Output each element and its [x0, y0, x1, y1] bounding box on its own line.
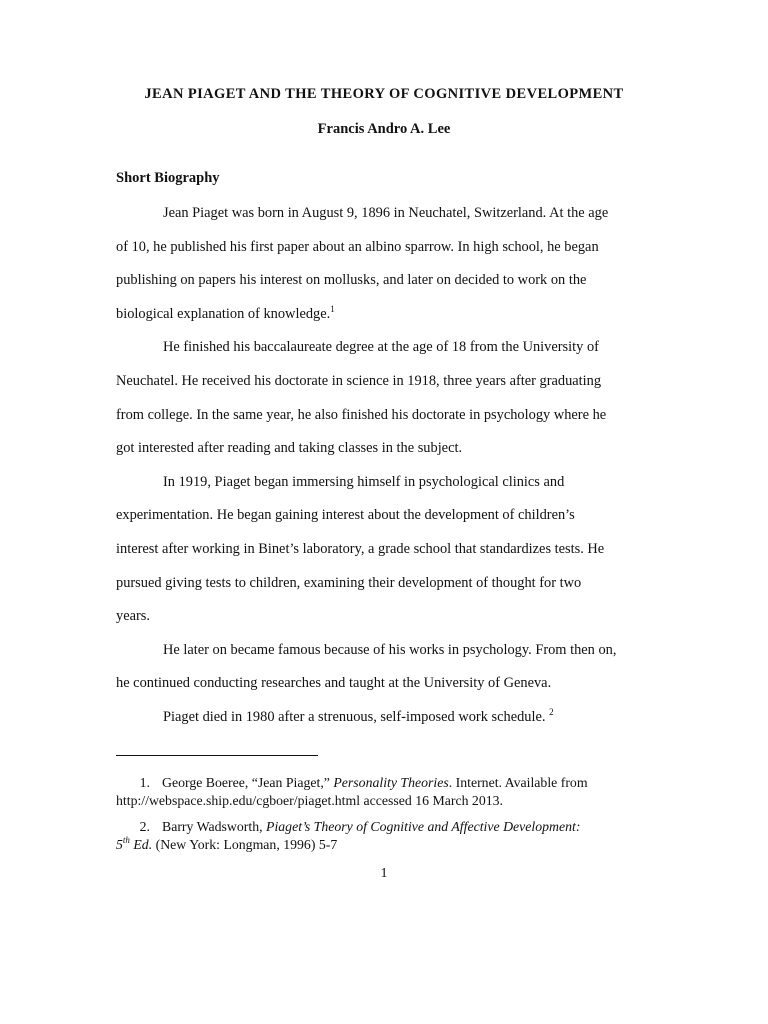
- author-name: Francis Andro A. Lee: [317, 121, 451, 137]
- paragraph-1-line: [116, 298, 653, 332]
- body-text: [116, 197, 653, 735]
- footnote-2-edition: [116, 834, 153, 852]
- document-title: JEAN PIAGET AND THE THEORY OF COGNITIVE DEVELOPMENT: [144, 86, 624, 102]
- page-number: 1: [380, 866, 388, 881]
- footnote-2-edition-number: 5: [116, 836, 123, 852]
- footnote-2-publisher: (New York: Longman, 1996) 5-7: [152, 836, 338, 852]
- section-heading: Short Biography: [116, 170, 220, 186]
- paragraph-2-line: He finished his baccalaureate degree at the age of 18 from the University of: [163, 339, 599, 356]
- paragraph-2-line: got interested after reading and taking classes in the subject.: [116, 440, 463, 457]
- footnote-1-text-end: . Internet. Available from: [448, 775, 588, 790]
- paragraph-4-line: he continued conducting researches and taught at the University of Geneva.: [116, 675, 552, 692]
- footnote-2-text: Barry Wadsworth,: [162, 819, 267, 834]
- paragraph-3-line: years.: [116, 608, 150, 625]
- paragraph-3-line: In 1919, Piaget began immersing himself in psychological clinics and: [163, 473, 565, 490]
- footnotes: [116, 774, 653, 862]
- footnote-2-number: 2.: [139, 819, 150, 834]
- footnote-1-url: http://webspace.ship.edu/cgboer/piaget.html accessed 16 March 2013.: [116, 792, 503, 808]
- paragraph-2-line: from college. In the same year, he also finished his doctorate in psychology where he: [116, 406, 607, 423]
- paragraph-2-line: Neuchatel. He received his doctorate in science in 1918, three years after graduating: [116, 372, 602, 389]
- footnote-2-edition-suffix: th: [122, 834, 130, 845]
- paragraph-1-line: publishing on papers his interest on mollusks, and later on decided to work on the: [116, 272, 587, 289]
- footnote-1-text: George Boeree, “Jean Piaget,”: [162, 775, 334, 790]
- paragraph-5-line: [116, 701, 653, 735]
- footnote-2-edition-label: Ed.: [129, 836, 153, 852]
- paragraph-5-text: Piaget died in 1980 after a strenuous, self-imposed work schedule.: [163, 708, 550, 725]
- footnote-separator: [116, 755, 318, 756]
- paragraph-1-line: of 10, he published his first paper about an albino sparrow. In high school, he began: [116, 238, 599, 255]
- paragraph-4-line: He later on became famous because of his works in psychology. From then on,: [163, 641, 617, 658]
- paragraph-1-text: biological explanation of knowledge.: [116, 305, 331, 322]
- footnote-1-source-title: Personality Theories: [333, 775, 449, 790]
- footnote-2: [116, 818, 653, 853]
- paragraph-1-line: Jean Piaget was born in August 9, 1896 in Neuchatel, Switzerland. At the age: [163, 205, 609, 221]
- paragraph-3-line: pursued giving tests to children, examining their development of thought for two: [116, 574, 582, 591]
- footnote-ref-2[interactable]: 2: [549, 706, 554, 717]
- footnote-1: [116, 774, 653, 809]
- footnote-1-number: 1.: [139, 775, 150, 790]
- footnote-ref-1[interactable]: 1: [330, 303, 335, 314]
- paragraph-3-line: interest after working in Binet’s laboratory, a grade school that standardizes tests. He: [116, 540, 605, 557]
- footnote-2-source-title: Piaget’s Theory of Cognitive and Affective Development:: [266, 819, 581, 834]
- paragraph-3-line: experimentation. He began gaining interest about the development of children’s: [116, 507, 575, 524]
